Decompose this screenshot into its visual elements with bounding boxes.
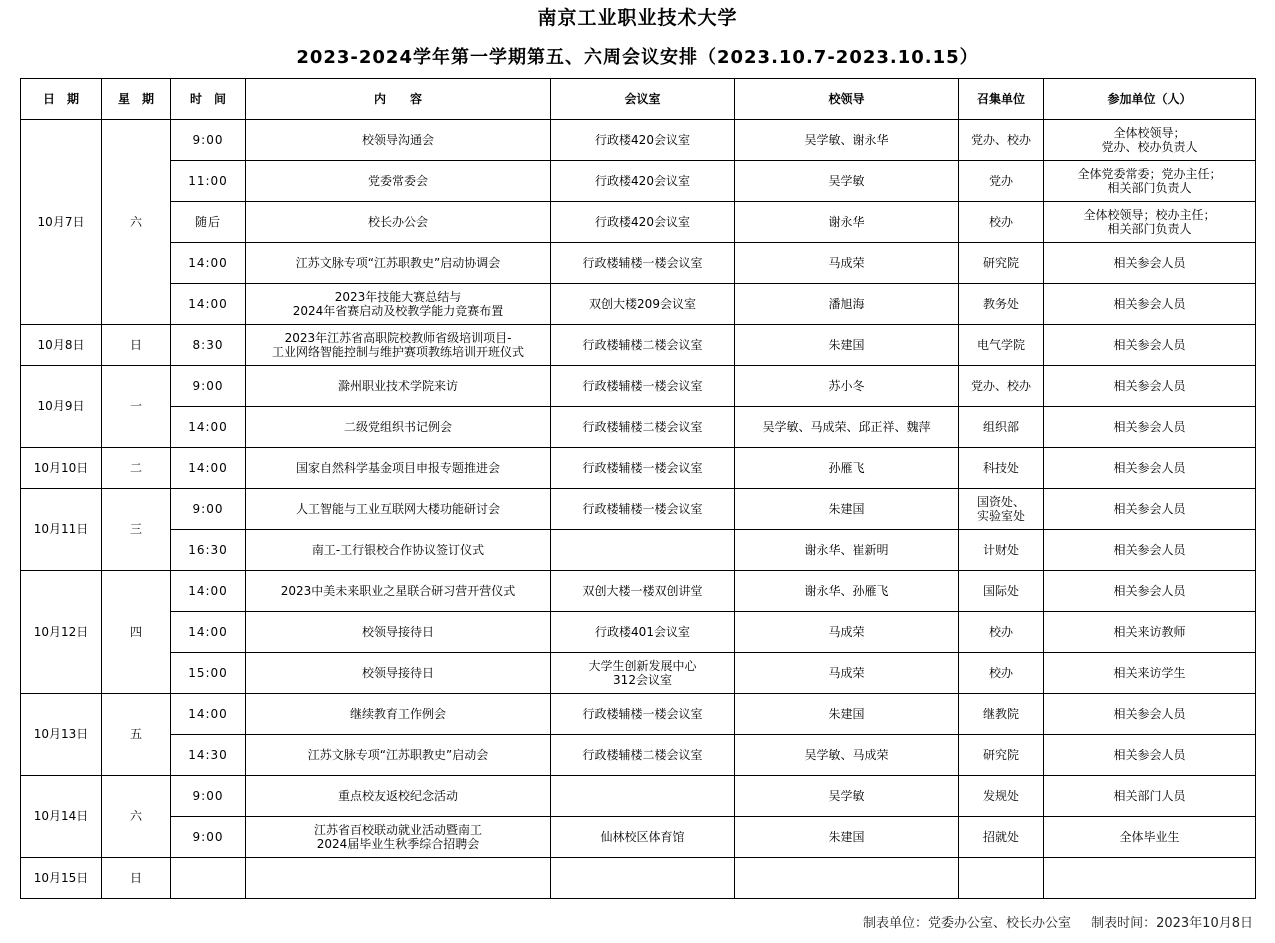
date-cell: 10月7日: [21, 120, 102, 325]
time-cell: 14:00: [171, 571, 246, 612]
organizer-cell: 党办、校办: [959, 366, 1044, 407]
leaders-cell: 苏小冬: [735, 366, 959, 407]
organizer-cell: 科技处: [959, 448, 1044, 489]
organizer-cell: 电气学院: [959, 325, 1044, 366]
content-cell: 滁州职业技术学院来访: [246, 366, 551, 407]
room-cell: 行政楼420会议室: [551, 161, 735, 202]
header-time: 时 间: [171, 79, 246, 120]
weekday-cell: 四: [102, 571, 171, 694]
room-cell: 大学生创新发展中心 312会议室: [551, 653, 735, 694]
time-cell: 14:00: [171, 694, 246, 735]
weekday-cell: 五: [102, 694, 171, 776]
table-footer: [847, 912, 1253, 931]
content-cell: 校长办公会: [246, 202, 551, 243]
content-cell: 党委常委会: [246, 161, 551, 202]
room-cell: 行政楼辅楼二楼会议室: [551, 407, 735, 448]
room-cell: 行政楼辅楼一楼会议室: [551, 694, 735, 735]
weekday-cell: 六: [102, 776, 171, 858]
table-row: [21, 571, 1256, 612]
time-cell: 9:00: [171, 776, 246, 817]
time-cell: 8:30: [171, 325, 246, 366]
attendees-cell: 全体校领导； 党办、校办负责人: [1044, 120, 1256, 161]
weekday-cell: 一: [102, 366, 171, 448]
leaders-cell: 吴学敏、谢永华: [735, 120, 959, 161]
room-cell: 行政楼辅楼一楼会议室: [551, 448, 735, 489]
header-leaders: 校领导: [735, 79, 959, 120]
organizer-cell: 党办、校办: [959, 120, 1044, 161]
table-row: [21, 325, 1256, 366]
time-cell: 随后: [171, 202, 246, 243]
date-cell: 10月15日: [21, 858, 102, 899]
attendees-cell: 相关参会人员: [1044, 489, 1256, 530]
content-cell: 2023年技能大赛总结与 2024年省赛启动及校教学能力竞赛布置: [246, 284, 551, 325]
room-cell: 行政楼辅楼一楼会议室: [551, 366, 735, 407]
content-cell: 继续教育工作例会: [246, 694, 551, 735]
leaders-cell: 吴学敏: [735, 776, 959, 817]
attendees-cell: 相关部门人员: [1044, 776, 1256, 817]
header-organizer: 召集单位: [959, 79, 1044, 120]
organizer-cell: 国资处、 实验室处: [959, 489, 1044, 530]
table-row: [21, 366, 1256, 407]
attendees-cell: 全体校领导；校办主任； 相关部门负责人: [1044, 202, 1256, 243]
room-cell: 双创大楼209会议室: [551, 284, 735, 325]
header-attendees: 参加单位（人）: [1044, 79, 1256, 120]
table-row: [21, 776, 1256, 817]
time-cell: 15:00: [171, 653, 246, 694]
date-cell: 10月10日: [21, 448, 102, 489]
table-row: [21, 161, 1256, 202]
meeting-schedule-table: [20, 78, 1256, 899]
header-date: 日 期: [21, 79, 102, 120]
attendees-cell: 全体党委常委；党办主任； 相关部门负责人: [1044, 161, 1256, 202]
room-cell: 行政楼辅楼二楼会议室: [551, 325, 735, 366]
attendees-cell: 相关参会人员: [1044, 571, 1256, 612]
content-cell: 江苏文脉专项“江苏职教史”启动协调会: [246, 243, 551, 284]
leaders-cell: 吴学敏、马成荣: [735, 735, 959, 776]
organizer-cell: 党办: [959, 161, 1044, 202]
schedule-body: [21, 120, 1256, 899]
header-content: 内 容: [246, 79, 551, 120]
leaders-cell: [735, 858, 959, 899]
table-row: [21, 735, 1256, 776]
content-cell: 校领导沟通会: [246, 120, 551, 161]
room-cell: 行政楼401会议室: [551, 612, 735, 653]
leaders-cell: 马成荣: [735, 243, 959, 284]
leaders-cell: 吴学敏、马成荣、邱正祥、魏萍: [735, 407, 959, 448]
organizer-cell: 教务处: [959, 284, 1044, 325]
attendees-cell: 全体毕业生: [1044, 817, 1256, 858]
header-room: 会议室: [551, 79, 735, 120]
room-cell: 行政楼420会议室: [551, 202, 735, 243]
time-cell: 9:00: [171, 120, 246, 161]
weekday-cell: 三: [102, 489, 171, 571]
content-cell: 人工智能与工业互联网大楼功能研讨会: [246, 489, 551, 530]
leaders-cell: 孙雁飞: [735, 448, 959, 489]
document-title: 南京工业职业技术大学: [537, 7, 738, 29]
leaders-cell: 马成荣: [735, 612, 959, 653]
table-row: [21, 243, 1256, 284]
room-cell: [551, 530, 735, 571]
attendees-cell: 相关参会人员: [1044, 448, 1256, 489]
organizer-cell: 校办: [959, 653, 1044, 694]
leaders-cell: 谢永华、孙雁飞: [735, 571, 959, 612]
leaders-cell: 朱建国: [735, 325, 959, 366]
time-cell: 16:30: [171, 530, 246, 571]
room-cell: 行政楼辅楼一楼会议室: [551, 243, 735, 284]
table-row: [21, 407, 1256, 448]
header-row: [21, 79, 1256, 120]
leaders-cell: 朱建国: [735, 489, 959, 530]
leaders-cell: 潘旭海: [735, 284, 959, 325]
content-cell: 重点校友返校纪念活动: [246, 776, 551, 817]
content-cell: 江苏文脉专项“江苏职教史”启动会: [246, 735, 551, 776]
table-row: [21, 120, 1256, 161]
attendees-cell: 相关参会人员: [1044, 407, 1256, 448]
organizer-cell: 研究院: [959, 735, 1044, 776]
content-cell: 校领导接待日: [246, 612, 551, 653]
content-cell: 2023中美未来职业之星联合研习营开营仪式: [246, 571, 551, 612]
leaders-cell: 马成荣: [735, 653, 959, 694]
room-cell: 行政楼420会议室: [551, 120, 735, 161]
time-cell: 11:00: [171, 161, 246, 202]
attendees-cell: 相关参会人员: [1044, 530, 1256, 571]
content-cell: 江苏省百校联动就业活动暨南工 2024届毕业生秋季综合招聘会: [246, 817, 551, 858]
organizer-cell: [959, 858, 1044, 899]
room-cell: 行政楼辅楼一楼会议室: [551, 489, 735, 530]
attendees-cell: 相关参会人员: [1044, 325, 1256, 366]
leaders-cell: 朱建国: [735, 694, 959, 735]
weekday-cell: 六: [102, 120, 171, 325]
attendees-cell: 相关参会人员: [1044, 366, 1256, 407]
organizer-cell: 继教院: [959, 694, 1044, 735]
time-cell: 14:30: [171, 735, 246, 776]
organizer-cell: 校办: [959, 202, 1044, 243]
organizer-cell: 招就处: [959, 817, 1044, 858]
room-cell: 行政楼辅楼二楼会议室: [551, 735, 735, 776]
leaders-cell: 吴学敏: [735, 161, 959, 202]
table-row: [21, 530, 1256, 571]
content-cell: 2023年江苏省高职院校教师省级培训项目- 工业网络智能控制与维护赛项教练培训开班仪式: [246, 325, 551, 366]
content-cell: 校领导接待日: [246, 653, 551, 694]
time-cell: 9:00: [171, 366, 246, 407]
date-cell: 10月9日: [21, 366, 102, 448]
time-cell: 14:00: [171, 243, 246, 284]
table-row: [21, 612, 1256, 653]
leaders-cell: 朱建国: [735, 817, 959, 858]
weekday-cell: 日: [102, 325, 171, 366]
organizer-cell: 国际处: [959, 571, 1044, 612]
attendees-cell: 相关参会人员: [1044, 243, 1256, 284]
content-cell: 国家自然科学基金项目申报专题推进会: [246, 448, 551, 489]
table-row: [21, 653, 1256, 694]
organizer-cell: 发规处: [959, 776, 1044, 817]
document-subtitle: 2023-2024学年第一学期第五、六周会议安排（2023.10.7-2023.10.15）: [296, 47, 979, 68]
leaders-cell: 谢永华、崔新明: [735, 530, 959, 571]
attendees-cell: 相关参会人员: [1044, 284, 1256, 325]
organizer-cell: 组织部: [959, 407, 1044, 448]
organizer-cell: 研究院: [959, 243, 1044, 284]
content-cell: 南工-工行银校合作协议签订仪式: [246, 530, 551, 571]
time-cell: 14:00: [171, 407, 246, 448]
date-cell: 10月14日: [21, 776, 102, 858]
time-cell: [171, 858, 246, 899]
room-cell: 双创大楼一楼双创讲堂: [551, 571, 735, 612]
room-cell: [551, 858, 735, 899]
header-weekday: 星 期: [102, 79, 171, 120]
time-cell: 9:00: [171, 817, 246, 858]
time-cell: 14:00: [171, 612, 246, 653]
content-cell: 二级党组织书记例会: [246, 407, 551, 448]
organizer-cell: 计财处: [959, 530, 1044, 571]
table-row: [21, 284, 1256, 325]
room-cell: 仙林校区体育馆: [551, 817, 735, 858]
table-row: [21, 694, 1256, 735]
date-cell: 10月12日: [21, 571, 102, 694]
weekday-cell: 二: [102, 448, 171, 489]
weekday-cell: 日: [102, 858, 171, 899]
table-row: [21, 489, 1256, 530]
date-cell: 10月11日: [21, 489, 102, 571]
attendees-cell: 相关参会人员: [1044, 694, 1256, 735]
date-cell: 10月8日: [21, 325, 102, 366]
attendees-cell: [1044, 858, 1256, 899]
attendees-cell: 相关来访学生: [1044, 653, 1256, 694]
organizer-cell: 校办: [959, 612, 1044, 653]
attendees-cell: 相关参会人员: [1044, 735, 1256, 776]
attendees-cell: 相关来访教师: [1044, 612, 1256, 653]
table-row: [21, 858, 1256, 899]
content-cell: [246, 858, 551, 899]
time-cell: 9:00: [171, 489, 246, 530]
leaders-cell: 谢永华: [735, 202, 959, 243]
time-cell: 14:00: [171, 448, 246, 489]
time-cell: 14:00: [171, 284, 246, 325]
table-row: [21, 448, 1256, 489]
footer-time: 制表时间：2023年10月8日: [1091, 916, 1253, 931]
table-row: [21, 202, 1256, 243]
date-cell: 10月13日: [21, 694, 102, 776]
room-cell: [551, 776, 735, 817]
footer-unit: 制表单位：党委办公室、校长办公室: [862, 916, 1071, 931]
table-row: [21, 817, 1256, 858]
